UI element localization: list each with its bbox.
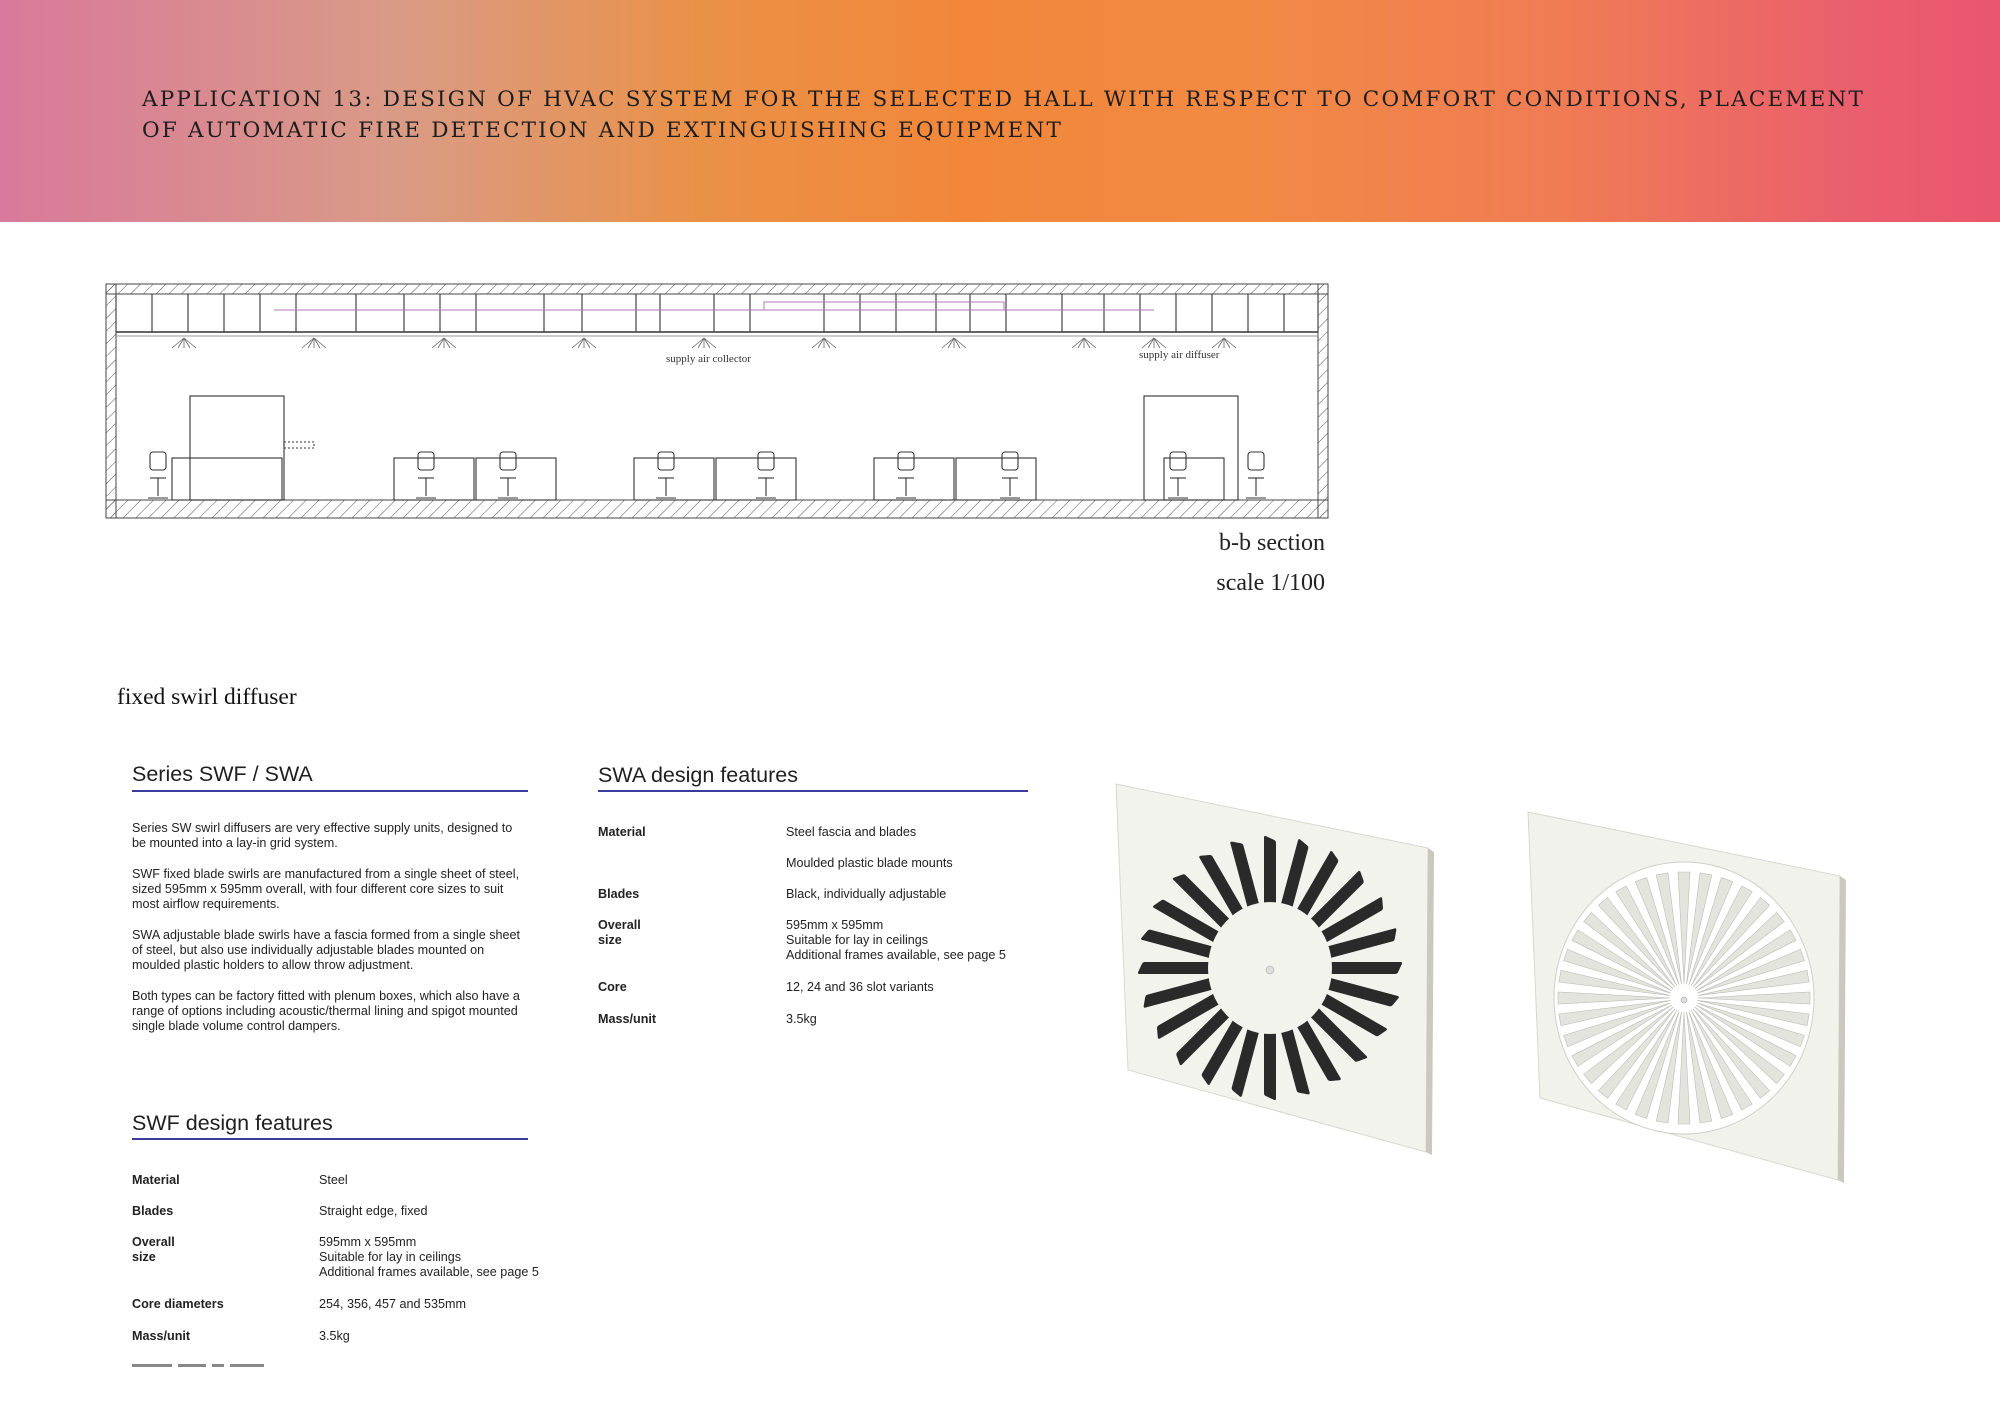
swa-value: 12, 24 and 36 slot variants [786,980,934,994]
series-paragraph: SWA adjustable blade swirls have a fascia formed from a single sheet of steel, but also use individually adjustable blades mounted on moulded plastic holders to allow throw adjustment. [132,928,521,972]
swa-value: Steel fascia and blades [786,825,917,839]
swf-heading-rule [132,1138,528,1140]
swf-key: Blades [132,1204,174,1218]
swf-heading: SWF design features [132,1111,333,1135]
furniture [148,396,1266,500]
swf-key: Mass/unit [132,1329,191,1343]
bb-section-drawing [104,282,1330,522]
roof-slab [106,284,1328,294]
header-banner [0,0,2000,222]
swa-key: Mass/unit [598,1012,657,1026]
swf-value: 595mm x 595mm Suitable for lay in ceilings Additional frames available, see page 5 [319,1235,539,1279]
diffuser-symbols [172,338,1236,348]
swf-value: Straight edge, fixed [319,1204,428,1218]
swf-value: 254, 356, 457 and 535mm [319,1297,467,1311]
series-paragraph: Series SW swirl diffusers are very effective supply units, designed to be mounted into a lay-in grid system. [132,821,513,850]
ceiling-joists [116,294,1318,332]
page-title: APPLICATION 13: DESIGN OF HVAC SYSTEM FOR THE SELECTED HALL WITH RESPECT TO COMFORT CONDITIONS, PLACEMENT OF AUTOMATIC FIRE DETECTION AND EXTINGUISHING EQUIPMENT [142,87,1866,143]
swf-fixed-diffuser-image [1520,808,1846,1183]
swa-value: Black, individually adjustable [786,887,947,901]
series-paragraph: SWF fixed blade swirls are manufactured from a single sheet of steel, sized 595mm x 595mm overall, with four different core sizes to suit most airflow requirements. [132,867,520,911]
series-heading-rule [132,790,528,792]
swf-value: Steel [319,1173,348,1187]
series-description [132,821,527,1050]
swa-key: Overall size [598,918,641,947]
swa-value: Moulded plastic blade mounts [786,856,953,870]
swa-key: Blades [598,887,640,901]
left-wall [106,284,116,518]
swa-heading: SWA design features [598,763,798,787]
swirl-diffuser-heading: fixed swirl diffuser [117,684,297,710]
series-paragraph: Both types can be factory fitted with plenum boxes, which also have a range of options including acoustic/thermal lining and spigot mounted single blade volume control dampers. [132,989,520,1033]
swa-key: Core [598,980,627,994]
swf-key: Overall size [132,1235,175,1264]
floor-slab [106,500,1328,518]
swa-key: Material [598,825,646,839]
supply-air-diffuser-label: supply air diffuser [1139,349,1220,361]
section-title: b-b section [1219,530,1325,556]
swf-key: Material [132,1173,180,1187]
series-heading: Series SWF / SWA [132,762,313,786]
swa-adjustable-diffuser-image [1108,780,1434,1155]
right-wall [1318,284,1328,518]
supply-air-collector-label: supply air collector [666,353,751,365]
section-scale: scale 1/100 [1216,570,1325,596]
cropped-text-fragment [132,1364,302,1370]
swa-heading-rule [598,790,1028,792]
swa-value: 595mm x 595mm Suitable for lay in ceilings Additional frames available, see page 5 [786,918,1006,962]
swa-value: 3.5kg [786,1012,817,1026]
swf-value: 3.5kg [319,1329,350,1343]
swf-key: Core diameters [132,1297,224,1311]
